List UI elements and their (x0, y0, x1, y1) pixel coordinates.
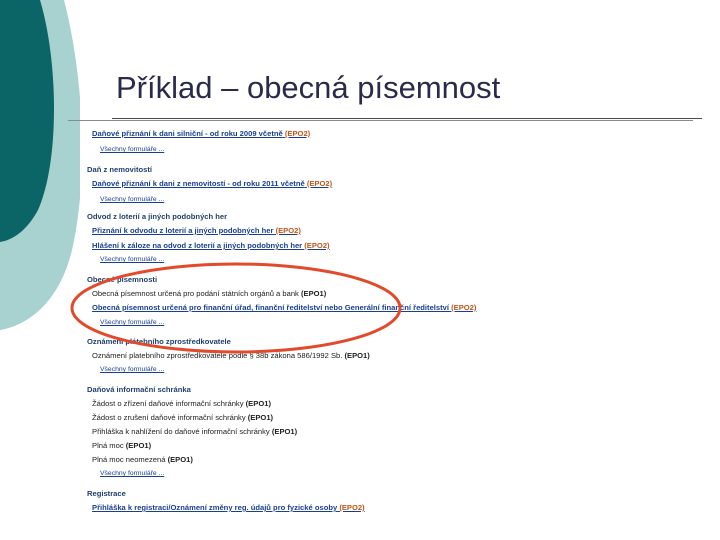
all-forms-link[interactable]: Všechny formuláře ... (100, 470, 165, 477)
form-link-payment-intermediary[interactable]: Oznámení platebního zprostředkovatele podle § 38b zákona 586/1992 Sb. (EPO1) (92, 351, 370, 360)
section-heading-property-tax: Daň z nemovitostí (87, 165, 152, 174)
form-link-road-tax[interactable]: Daňové přiznání k dani silniční - od roku 2009 včetně (EPO2) (92, 129, 311, 138)
title-divider (112, 118, 702, 119)
form-link-mailbox-cancel[interactable]: Žádost o zrušení daňové informační schránky (EPO1) (92, 413, 274, 422)
form-link-mailbox-create[interactable]: Žádost o zřízení daňové informační schránky (EPO1) (92, 399, 271, 408)
section-heading-lottery: Odvod z loterií a jiných podobných her (87, 212, 228, 221)
section-heading-tax-mailbox: Daňová informační schránka (87, 385, 191, 394)
slide-title: Příklad – obecná písemnost (116, 70, 501, 105)
form-link-general-state-banks[interactable]: Obecná písemnost určená pro podání státních orgánů a bank (EPO1) (92, 289, 327, 298)
section-heading-payment-intermediary: Oznámení plátebního zprostředkovatele (87, 337, 231, 346)
section-heading-general-documents: Obecné písemnosti (87, 275, 158, 284)
forms-screenshot (68, 120, 708, 520)
screenshot-top-border (68, 120, 693, 121)
form-link-power-of-attorney[interactable]: Plná moc (EPO1) (92, 441, 152, 450)
section-heading-registration: Registrace (87, 489, 126, 498)
all-forms-link[interactable]: Všechny formuláře ... (100, 196, 165, 203)
form-link-unlimited-power-of-attorney[interactable]: Plná moc neomezená (EPO1) (92, 455, 193, 464)
form-link-mailbox-access[interactable]: Přihláška k nahlížení do daňové informační schránky (EPO1) (92, 427, 298, 436)
form-link-lottery-return[interactable]: Přiznání k odvodu z loterií a jiných podobných her (EPO2) (92, 226, 301, 235)
form-link-registration[interactable]: Přihláška k registraci/Oznámení změny reg. údajů pro fyzické osoby (EPO2) (92, 503, 365, 512)
all-forms-link[interactable]: Všechny formuláře ... (100, 319, 165, 326)
form-link-property-tax[interactable]: Daňové přiznání k dani z nemovitostí - od roku 2011 včetně (EPO2) (92, 179, 333, 188)
all-forms-link[interactable]: Všechny formuláře ... (100, 146, 165, 153)
form-link-general-financial-office[interactable]: Obecná písemnost určená pro finanční úřad, finanční ředitelství nebo Generální finanční ředitelství (EPO2) (92, 303, 477, 312)
all-forms-link[interactable]: Všechny formuláře ... (100, 256, 165, 263)
form-link-lottery-advance[interactable]: Hlášení k záloze na odvod z loterií a jiných podobných her (EPO2) (92, 241, 330, 250)
all-forms-link[interactable]: Všechny formuláře ... (100, 366, 165, 373)
